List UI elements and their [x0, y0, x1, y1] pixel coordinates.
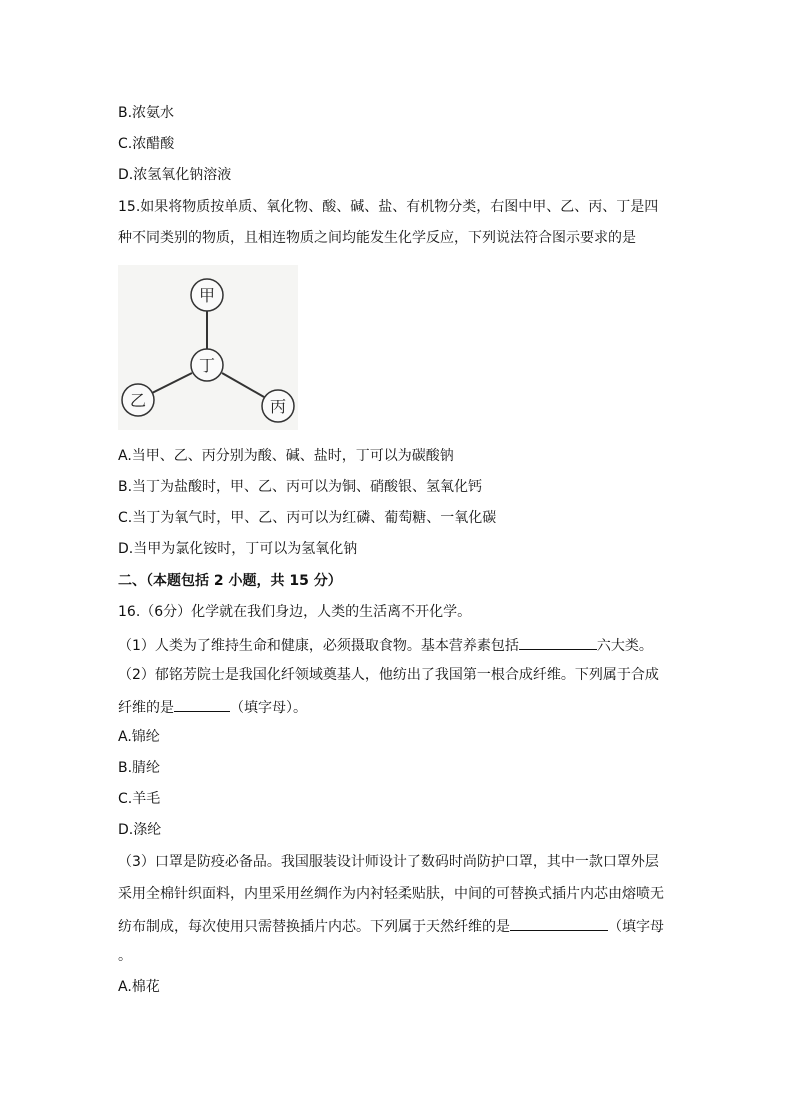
- q16-part-3-blank[interactable]: [510, 916, 608, 931]
- q16-part-1-text-end: 六大类。: [596, 638, 653, 654]
- q16-2-option-b: B.腈纶: [118, 760, 161, 776]
- q15-option-d: D.当甲为氯化铵时，丁可以为氢氧化钠: [118, 541, 358, 557]
- q16-part-1: [118, 635, 680, 655]
- label-yi: 乙: [129, 391, 147, 410]
- q16-2-option-c: C.羊毛: [118, 791, 161, 807]
- q16-2-option-d: D.涤纶: [118, 822, 162, 838]
- reaction-diagram: [118, 265, 298, 430]
- question-16-stem: 16.（6分）化学就在我们身边，人类的生活离不开化学。: [118, 604, 472, 620]
- option-c-concentrated-acetic-acid: C.浓醋酸: [118, 136, 175, 152]
- option-d-concentrated-naoh: D.浓氢氧化钠溶液: [118, 167, 232, 183]
- q16-part-2-text: 纤维的是: [118, 700, 174, 716]
- q16-part-3-text: 纺布制成，每次使用只需替换插片内芯。下列属于天然纤维的是: [118, 919, 510, 935]
- q16-2-option-a: A.锦纶: [118, 729, 160, 745]
- q16-3-option-a: A.棉花: [118, 979, 160, 995]
- q15-option-c: C.当丁为氧气时，甲、乙、丙可以为红磷、葡萄糖、一氧化碳: [118, 510, 497, 526]
- q16-part-2-blank[interactable]: [174, 697, 230, 712]
- q16-part-3-text-end: （填字母: [608, 919, 664, 935]
- q16-part-1-text: （1）人类为了维持生命和健康，必须摄取食物。基本营养素包括: [118, 638, 519, 654]
- label-jia: 甲: [198, 286, 216, 305]
- q16-part-1-blank[interactable]: [519, 635, 597, 650]
- q16-part-2-line-1: （2）郁铭芳院士是我国化纤领域奠基人，他纺出了我国第一根合成纤维。下列属于合成: [118, 667, 659, 683]
- label-ding: 丁: [198, 356, 216, 375]
- question-15-line-2: 种不同类别的物质，且相连物质之间均能发生化学反应，下列说法符合图示要求的是: [118, 230, 636, 246]
- q15-option-a: A.当甲、乙、丙分别为酸、碱、盐时，丁可以为碳酸钠: [118, 448, 454, 464]
- section-2-heading: 二、（本题包括 2 小题，共 15 分）: [118, 573, 342, 589]
- q16-part-3-line-3: [118, 916, 680, 936]
- q16-part-2-text-end: （填字母）。: [230, 700, 307, 716]
- q16-part-3-line-1: （3）口罩是防疫必备品。我国服装设计师设计了数码时尚防护口罩，其中一款口罩外层: [118, 854, 659, 870]
- link-ding-bing: [222, 373, 264, 397]
- question-15-line-1: 15.如果将物质按单质、氧化物、酸、碱、盐、有机物分类，右图中甲、乙、丙、丁是四: [118, 199, 659, 215]
- reaction-diagram-svg: [118, 265, 298, 430]
- q16-part-3-line-4: 。: [118, 948, 132, 964]
- q16-part-3-line-2: 采用全棉针织面料，内里采用丝绸作为内衬轻柔贴肤，中间的可替换式插片内芯由熔喷无: [118, 886, 664, 902]
- q16-part-2-line-2: [118, 697, 680, 717]
- option-b-concentrated-ammonia: B.浓氨水: [118, 105, 175, 121]
- label-bing: 丙: [269, 397, 287, 416]
- q15-option-b: B.当丁为盐酸时，甲、乙、丙可以为铜、硝酸银、氢氧化钙: [118, 479, 483, 495]
- link-ding-yi: [152, 373, 192, 393]
